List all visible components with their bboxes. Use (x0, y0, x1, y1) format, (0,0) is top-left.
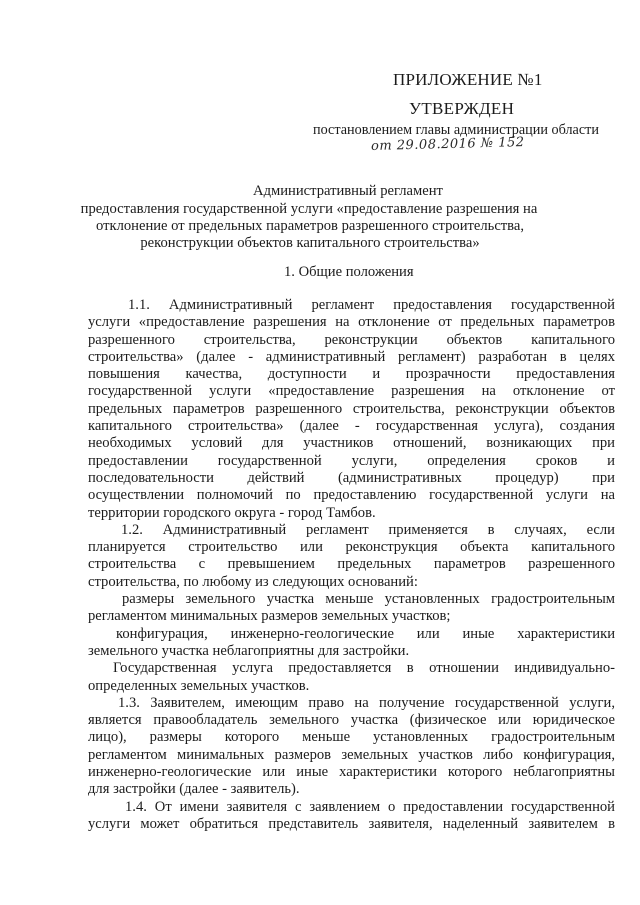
body-line: 1.2. Административный регламент применяется в случаях, если (121, 521, 615, 538)
document-subtitle-line: реконструкции объектов капитального строительства» (140, 235, 480, 251)
body-line: размеры земельного участка меньше установленных градостроительным (122, 591, 615, 608)
body-line: строительства» (далее - административный регламент) разработан в целях (88, 348, 615, 365)
body-line: является правообладатель земельного участка (физическое или юридическое (88, 712, 615, 729)
section-heading: 1. Общие положения (284, 264, 414, 280)
body-line: строительства, по любому из следующих оснований: (88, 573, 418, 590)
body-line: капитального строительства» (далее - государственная услуга), создания (88, 418, 615, 435)
body-line: лицо), размеры которого меньше установленных градостроительным (88, 729, 615, 746)
body-line: повышения качества, доступности и прозрачности предоставления (88, 366, 615, 383)
body-line: 1.3. Заявителем, имеющим право на получение государственной услуги, (118, 694, 615, 711)
body-line: 1.4. От имени заявителя с заявлением о предоставлении государственной (125, 798, 615, 815)
body-line: Государственная услуга предоставляется в отношении индивидуально- (113, 660, 615, 677)
document-body (88, 297, 615, 833)
document-subtitle-line: предоставления государственной услуги «предоставление разрешения на (80, 201, 538, 217)
body-line: предоставлении государственной услуги, определения сроков и (88, 452, 615, 469)
body-line: определенных земельных участков. (88, 677, 310, 694)
body-line: конфигурация, инженерно-геологические или иные характеристики (116, 625, 615, 642)
body-line: строительства с превышением предельных параметров разрешенного (88, 556, 615, 573)
document-subtitle-line: отклонение от предельных параметров разрешенного строительства, (96, 218, 524, 234)
body-line: последовательности действий (административных процедур) при (88, 469, 615, 486)
document-title: Административный регламент (253, 183, 443, 199)
body-line: разрешенного строительства, реконструкции объектов капитального (88, 331, 615, 348)
body-line: для застройки (далее - заявитель). (88, 781, 300, 798)
body-line: необходимых условий для участников отношений, возникающих при (88, 435, 615, 452)
approved-label: УТВЕРЖДЕН (409, 99, 515, 118)
body-line: услуги может обратиться представитель заявителя, наделенный заявителем в (88, 815, 615, 832)
appendix-label: ПРИЛОЖЕНИЕ №1 (393, 70, 543, 89)
body-line: осуществлении полномочий по предоставлению государственной услуги на (88, 487, 615, 504)
body-line: инженерно-геологические или иные характеристики которого неблагоприятны (88, 764, 615, 781)
handwritten-date: от 29.08.2016 № 152 (370, 134, 525, 155)
body-line: планируется строительство или реконструкция объекта капитального (88, 539, 615, 556)
body-line: регламентом минимальных размеров земельных участков; (88, 608, 451, 625)
body-line: земельного участка неблагоприятны для застройки. (88, 642, 410, 659)
body-line: 1.1. Административный регламент предоставления государственной (128, 297, 615, 313)
body-line: предельных параметров разрешенного строительства, реконструкции объектов (88, 400, 615, 417)
body-line: территории городского округа - город Тамбов. (88, 504, 376, 521)
body-line: регламентом минимальных размеров земельных участков либо конфигурация, (88, 746, 615, 763)
body-line: государственной услуги «предоставление разрешения на отклонение от (88, 383, 615, 400)
body-line: услуги «предоставление разрешения на отклонение от предельных параметров (88, 314, 615, 331)
decree-label: постановлением главы администрации области (313, 122, 599, 138)
